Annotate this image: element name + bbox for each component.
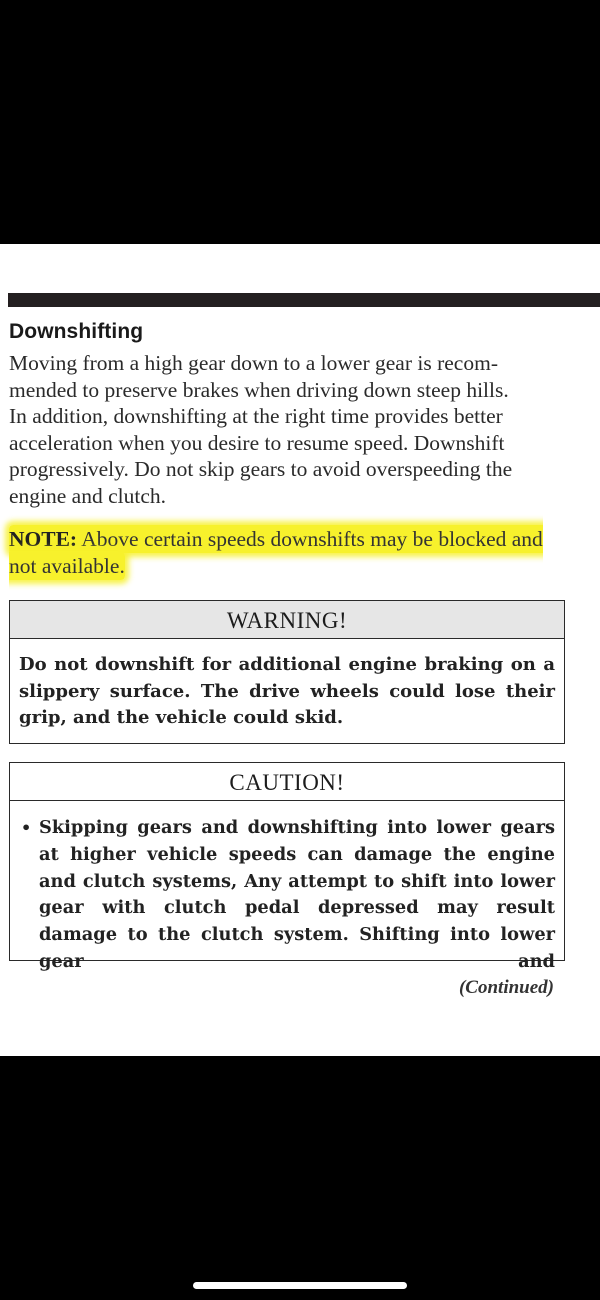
caution-box [9,762,565,972]
bullet-icon: • [21,818,32,837]
body-line: engine and clutch. [9,483,167,508]
body-line: progressively. Do not skip gears to avoid overspeeding the [9,457,513,482]
body-line: In addition, downshifting at the right time provides better [9,404,503,429]
note-label: NOTE: [9,527,78,551]
home-indicator[interactable] [193,1282,407,1289]
note-paragraph [9,526,565,579]
body-line: acceleration when you desire to resume speed. Downshift [9,430,505,455]
caution-list-item [10,801,564,976]
body-line: Moving from a high gear down to a lower gear is recom- [9,351,498,375]
caution-item-text: Skipping gears and downshifting into lower gears at higher vehicle speeds can damage the engine and clutch systems, Any attempt to shift into lower gear with clutch pedal depressed may result damage to the clutch system. Shifting into lower gear and [39,817,555,972]
section-body [9,350,565,510]
section-divider-bar [8,293,600,307]
note-text: Above certain speeds downshifts may be blocked and not available. [9,527,543,578]
warning-text: Do not downshift for additional engine braking on a slippery surface. The drive wheels could lose their grip, and the vehicle could skid. [19,654,555,728]
warning-box [9,600,565,744]
caution-title: CAUTION! [10,763,564,801]
manual-page [0,244,600,1056]
note-highlight [9,525,543,580]
section-heading: Downshifting [9,320,144,343]
continued-label: (Continued) [458,977,554,998]
body-line: mended to preserve brakes when driving down steep hills. [9,377,509,402]
warning-title: WARNING! [10,601,564,639]
